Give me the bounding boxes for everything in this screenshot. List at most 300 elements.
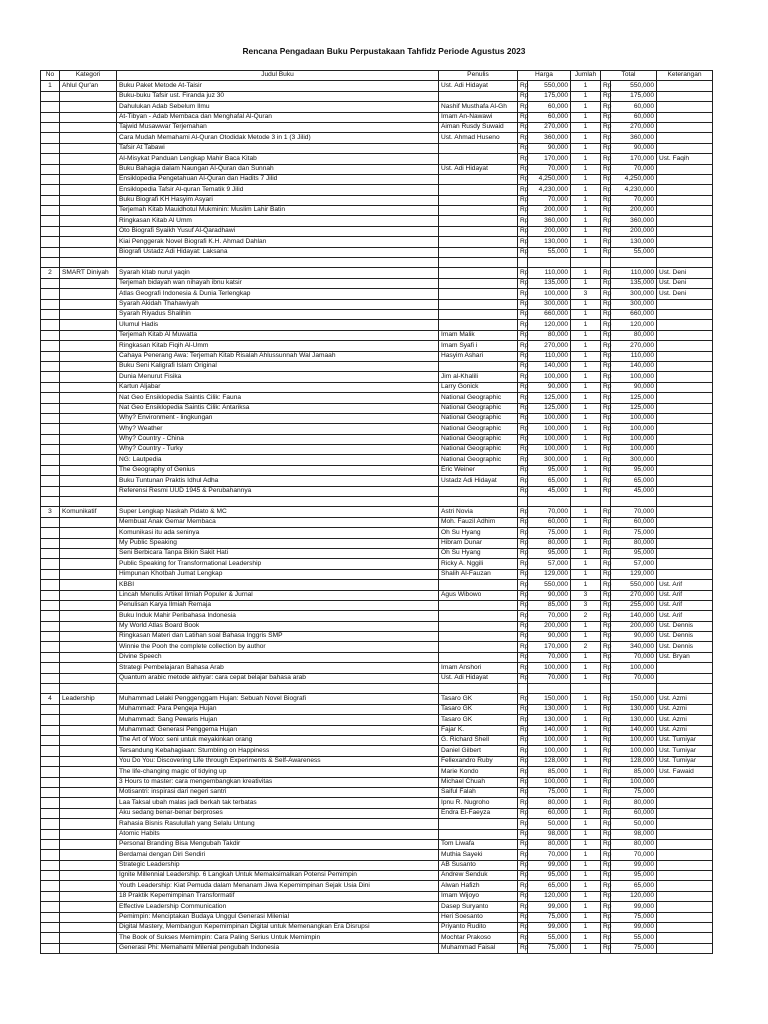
table-row: [41, 694, 713, 704]
cell-harga-currency: Rp: [518, 382, 528, 392]
cell-no: [41, 528, 60, 538]
cell-keterangan: [657, 819, 713, 829]
cell-harga: 50,000: [528, 819, 571, 829]
cell-jumlah: 1: [571, 143, 601, 153]
cell-harga-currency: Rp: [518, 424, 528, 434]
cell-kategori: [60, 725, 117, 735]
cell-harga-currency: Rp: [518, 403, 528, 413]
cell-harga-currency: Rp: [518, 216, 528, 226]
cell-no: [41, 393, 60, 403]
cell-judul: Buku Bahagia dalam Naungan Al-Quran dan Sunnah: [117, 164, 439, 174]
cell-jumlah: 1: [571, 133, 601, 143]
cell-penulis: Marie Kondo: [439, 767, 518, 777]
spacer-row: [41, 258, 713, 268]
cell-penulis: [439, 289, 518, 299]
cell-harga-currency: Rp: [518, 455, 528, 465]
cell-penulis: G. Richard Shell: [439, 736, 518, 746]
cell-penulis: [439, 580, 518, 590]
table-row: [41, 767, 713, 777]
cell-keterangan: [657, 559, 713, 569]
cell-jumlah: 1: [571, 787, 601, 797]
empty-cell: [601, 258, 611, 268]
table-row: [41, 538, 713, 548]
cell-jumlah: 1: [571, 632, 601, 642]
table-row: [41, 787, 713, 797]
cell-keterangan: [657, 361, 713, 371]
cell-kategori: [60, 91, 117, 101]
cell-keterangan: [657, 808, 713, 818]
cell-jumlah: 1: [571, 237, 601, 247]
cell-total: 70,000: [611, 850, 657, 860]
cell-keterangan: [657, 486, 713, 496]
cell-kategori: [60, 663, 117, 673]
table-row: [41, 902, 713, 912]
table-row: [41, 912, 713, 922]
cell-keterangan: Ust. Fawaid: [657, 767, 713, 777]
cell-total: 130,000: [611, 704, 657, 714]
empty-cell: [611, 684, 657, 694]
table-body: [41, 81, 713, 954]
cell-no: [41, 652, 60, 662]
cell-no: [41, 621, 60, 631]
cell-penulis: [439, 195, 518, 205]
cell-kategori: [60, 715, 117, 725]
cell-penulis: [439, 486, 518, 496]
table-row: [41, 413, 713, 423]
cell-no: [41, 413, 60, 423]
cell-harga: 65,000: [528, 476, 571, 486]
cell-kategori: [60, 237, 117, 247]
table-row: [41, 725, 713, 735]
cell-kategori: [60, 871, 117, 881]
cell-kategori: [60, 808, 117, 818]
cell-kategori: [60, 673, 117, 683]
cell-kategori: [60, 850, 117, 860]
cell-jumlah: 1: [571, 309, 601, 319]
cell-total-currency: Rp: [601, 777, 611, 787]
cell-harga: 99,000: [528, 860, 571, 870]
cell-keterangan: Ust. Arif: [657, 580, 713, 590]
cell-keterangan: [657, 943, 713, 953]
cell-kategori: [60, 528, 117, 538]
cell-harga: 60,000: [528, 808, 571, 818]
header-kategori: Kategori: [60, 71, 117, 81]
cell-total-currency: Rp: [601, 736, 611, 746]
cell-judul: Divine Speech: [117, 652, 439, 662]
cell-no: 2: [41, 268, 60, 278]
cell-jumlah: 1: [571, 912, 601, 922]
cell-kategori: [60, 289, 117, 299]
cell-kategori: [60, 580, 117, 590]
cell-harga: 90,000: [528, 590, 571, 600]
table-row: [41, 465, 713, 475]
table-row: [41, 881, 713, 891]
cell-no: [41, 154, 60, 164]
cell-total-currency: Rp: [601, 143, 611, 153]
cell-kategori: [60, 351, 117, 361]
cell-no: [41, 112, 60, 122]
cell-harga: 100,000: [528, 424, 571, 434]
cell-kategori: [60, 102, 117, 112]
cell-keterangan: [657, 403, 713, 413]
cell-penulis: Tasaro GK: [439, 715, 518, 725]
cell-kategori: [60, 309, 117, 319]
cell-harga: 70,000: [528, 507, 571, 517]
cell-harga: 100,000: [528, 746, 571, 756]
cell-jumlah: 1: [571, 486, 601, 496]
cell-penulis: [439, 268, 518, 278]
table-row: [41, 143, 713, 153]
cell-total: 100,000: [611, 372, 657, 382]
cell-total: 55,000: [611, 247, 657, 257]
cell-kategori: SMART Diniyah: [60, 268, 117, 278]
cell-total: 550,000: [611, 580, 657, 590]
cell-no: [41, 548, 60, 558]
cell-no: [41, 902, 60, 912]
cell-total: 80,000: [611, 330, 657, 340]
cell-penulis: Nashif Musthafa Al-Gh: [439, 102, 518, 112]
cell-kategori: [60, 548, 117, 558]
cell-kategori: [60, 902, 117, 912]
cell-total-currency: Rp: [601, 632, 611, 642]
cell-kategori: [60, 538, 117, 548]
cell-harga: 80,000: [528, 538, 571, 548]
cell-total: 80,000: [611, 538, 657, 548]
cell-keterangan: [657, 424, 713, 434]
cell-kategori: [60, 860, 117, 870]
cell-jumlah: 1: [571, 839, 601, 849]
cell-penulis: Imam Malik: [439, 330, 518, 340]
table-row: [41, 91, 713, 101]
cell-harga-currency: Rp: [518, 528, 528, 538]
cell-harga-currency: Rp: [518, 548, 528, 558]
cell-penulis: Saiful Falah: [439, 787, 518, 797]
cell-kategori: [60, 413, 117, 423]
cell-keterangan: [657, 351, 713, 361]
cell-harga: 90,000: [528, 143, 571, 153]
cell-judul: Tafsir At Tabawi: [117, 143, 439, 153]
cell-kategori: [60, 372, 117, 382]
cell-harga: 57,000: [528, 559, 571, 569]
table-row: [41, 808, 713, 818]
cell-no: [41, 611, 60, 621]
cell-harga: 270,000: [528, 122, 571, 132]
cell-total-currency: Rp: [601, 486, 611, 496]
cell-keterangan: [657, 102, 713, 112]
cell-jumlah: 1: [571, 943, 601, 953]
cell-penulis: [439, 278, 518, 288]
table-row: [41, 673, 713, 683]
cell-harga-currency: Rp: [518, 164, 528, 174]
cell-harga-currency: Rp: [518, 299, 528, 309]
cell-harga-currency: Rp: [518, 122, 528, 132]
cell-total-currency: Rp: [601, 341, 611, 351]
cell-total: 270,000: [611, 122, 657, 132]
cell-jumlah: 1: [571, 465, 601, 475]
cell-keterangan: [657, 330, 713, 340]
cell-keterangan: Ust. Azmi: [657, 694, 713, 704]
cell-jumlah: 1: [571, 195, 601, 205]
table-row: [41, 590, 713, 600]
cell-total-currency: Rp: [601, 330, 611, 340]
cell-no: [41, 403, 60, 413]
cell-harga: 80,000: [528, 798, 571, 808]
cell-harga-currency: Rp: [518, 195, 528, 205]
empty-cell: [601, 684, 611, 694]
cell-jumlah: 1: [571, 756, 601, 766]
cell-harga-currency: Rp: [518, 725, 528, 735]
cell-jumlah: 1: [571, 694, 601, 704]
cell-no: [41, 216, 60, 226]
cell-judul: Buku-buku Tafsir ust. Firanda juz 30: [117, 91, 439, 101]
cell-total-currency: Rp: [601, 133, 611, 143]
cell-no: [41, 943, 60, 953]
cell-total: 4,230,000: [611, 185, 657, 195]
cell-harga-currency: Rp: [518, 777, 528, 787]
cell-penulis: Tom Liwafa: [439, 839, 518, 849]
table-row: [41, 455, 713, 465]
cell-harga: 4,230,000: [528, 185, 571, 195]
cell-total: 65,000: [611, 476, 657, 486]
cell-harga-currency: Rp: [518, 704, 528, 714]
cell-kategori: [60, 881, 117, 891]
cell-harga-currency: Rp: [518, 486, 528, 496]
cell-jumlah: 3: [571, 289, 601, 299]
cell-no: [41, 829, 60, 839]
cell-no: [41, 299, 60, 309]
cell-keterangan: [657, 787, 713, 797]
cell-total-currency: Rp: [601, 902, 611, 912]
procurement-table: [40, 70, 713, 954]
cell-no: [41, 839, 60, 849]
cell-penulis: Astri Novia: [439, 507, 518, 517]
cell-judul: Syarah Riyadus Shalihin: [117, 309, 439, 319]
cell-judul: Aku sedang benar-benar berproses: [117, 808, 439, 818]
cell-penulis: Alwan Hafizh: [439, 881, 518, 891]
cell-harga: 60,000: [528, 102, 571, 112]
cell-total: 99,000: [611, 923, 657, 933]
cell-kategori: [60, 486, 117, 496]
table-row: [41, 528, 713, 538]
cell-judul: Lincah Menulis Artikel Ilmiah Populer & Jurnal: [117, 590, 439, 600]
cell-kategori: [60, 736, 117, 746]
cell-keterangan: Ust. Deni: [657, 268, 713, 278]
cell-total-currency: Rp: [601, 943, 611, 953]
cell-kategori: [60, 206, 117, 216]
table-row: [41, 403, 713, 413]
cell-judul: Kartun Aljabar: [117, 382, 439, 392]
cell-jumlah: 2: [571, 611, 601, 621]
cell-kategori: [60, 777, 117, 787]
empty-cell: [439, 258, 518, 268]
cell-harga-currency: Rp: [518, 361, 528, 371]
table-row: [41, 507, 713, 517]
cell-harga-currency: Rp: [518, 330, 528, 340]
cell-no: [41, 559, 60, 569]
cell-keterangan: [657, 143, 713, 153]
cell-total: 120,000: [611, 320, 657, 330]
empty-cell: [571, 684, 601, 694]
cell-no: [41, 891, 60, 901]
cell-penulis: [439, 632, 518, 642]
cell-total: 340,000: [611, 642, 657, 652]
cell-total: 70,000: [611, 164, 657, 174]
table-row: [41, 309, 713, 319]
cell-penulis: Michael Chuah: [439, 777, 518, 787]
cell-judul: Penulisan Karya Ilmiah Remaja: [117, 600, 439, 610]
cell-total: 70,000: [611, 652, 657, 662]
cell-total-currency: Rp: [601, 642, 611, 652]
cell-kategori: [60, 756, 117, 766]
spacer-row: [41, 497, 713, 507]
cell-jumlah: 1: [571, 829, 601, 839]
cell-keterangan: [657, 663, 713, 673]
cell-jumlah: 1: [571, 445, 601, 455]
table-row: [41, 268, 713, 278]
cell-keterangan: [657, 538, 713, 548]
cell-judul: Pemimpin: Menciptakan Budaya Unggul Generasi Milenial: [117, 912, 439, 922]
cell-no: [41, 580, 60, 590]
empty-cell: [60, 497, 117, 507]
table-row: [41, 216, 713, 226]
cell-jumlah: 3: [571, 590, 601, 600]
cell-keterangan: [657, 933, 713, 943]
cell-kategori: [60, 933, 117, 943]
cell-penulis: [439, 600, 518, 610]
cell-total-currency: Rp: [601, 361, 611, 371]
cell-total-currency: Rp: [601, 206, 611, 216]
table-row: [41, 434, 713, 444]
cell-harga: 70,000: [528, 195, 571, 205]
cell-harga: 300,000: [528, 299, 571, 309]
table-row: [41, 559, 713, 569]
table-row: [41, 611, 713, 621]
cell-penulis: Mochtar Prakoso: [439, 933, 518, 943]
cell-judul: NG: Lautpedia: [117, 455, 439, 465]
table-row: [41, 382, 713, 392]
spacer-row: [41, 684, 713, 694]
cell-no: [41, 174, 60, 184]
cell-keterangan: [657, 673, 713, 683]
cell-harga-currency: Rp: [518, 590, 528, 600]
cell-no: [41, 850, 60, 860]
empty-cell: [518, 258, 528, 268]
table-row: [41, 871, 713, 881]
table-row: [41, 112, 713, 122]
cell-judul: 3 Hours to master: cara mengembangkan kreativitas: [117, 777, 439, 787]
cell-total-currency: Rp: [601, 548, 611, 558]
cell-judul: Al-Misykat Panduan Lengkap Mahir Baca Kitab: [117, 154, 439, 164]
cell-no: [41, 133, 60, 143]
empty-cell: [571, 258, 601, 268]
cell-harga-currency: Rp: [518, 736, 528, 746]
header-row: [41, 71, 713, 81]
cell-harga-currency: Rp: [518, 247, 528, 257]
cell-total: 90,000: [611, 632, 657, 642]
cell-harga: 200,000: [528, 621, 571, 631]
cell-penulis: [439, 829, 518, 839]
cell-kategori: [60, 746, 117, 756]
cell-total-currency: Rp: [601, 434, 611, 444]
table-row: [41, 195, 713, 205]
cell-no: [41, 486, 60, 496]
header-harga: Harga: [518, 71, 571, 81]
cell-kategori: [60, 798, 117, 808]
cell-total-currency: Rp: [601, 611, 611, 621]
cell-kategori: [60, 143, 117, 153]
cell-total: 75,000: [611, 787, 657, 797]
cell-no: 4: [41, 694, 60, 704]
cell-harga-currency: Rp: [518, 891, 528, 901]
cell-harga-currency: Rp: [518, 787, 528, 797]
empty-cell: [611, 258, 657, 268]
cell-judul: Buku Induk Mahir Peribahasa Indonesia: [117, 611, 439, 621]
table-row: [41, 652, 713, 662]
cell-harga-currency: Rp: [518, 81, 528, 91]
cell-judul: Strategi Pembelajaran Bahasa Arab: [117, 663, 439, 673]
cell-harga: 170,000: [528, 642, 571, 652]
cell-judul: Winnie the Pooh the complete collection by author: [117, 642, 439, 652]
cell-judul: The Book of Sukses Memimpin: Cara Paling Serius Untuk Memimpin: [117, 933, 439, 943]
table-row: [41, 341, 713, 351]
cell-total: 45,000: [611, 486, 657, 496]
table-row: [41, 102, 713, 112]
cell-judul: Dunia Menurut Fisika: [117, 372, 439, 382]
cell-jumlah: 1: [571, 393, 601, 403]
cell-judul: Himpunan Khotbah Jumat Lengkap: [117, 569, 439, 579]
cell-penulis: Imam Anshori: [439, 663, 518, 673]
table-row: [41, 289, 713, 299]
cell-total: 57,000: [611, 559, 657, 569]
cell-keterangan: [657, 185, 713, 195]
cell-no: 3: [41, 507, 60, 517]
header-jumlah: Jumlah: [571, 71, 601, 81]
cell-no: [41, 143, 60, 153]
cell-harga-currency: Rp: [518, 154, 528, 164]
cell-keterangan: [657, 860, 713, 870]
cell-total: 125,000: [611, 403, 657, 413]
cell-total-currency: Rp: [601, 559, 611, 569]
cell-judul: Why? Country - Turky: [117, 445, 439, 455]
table-row: [41, 777, 713, 787]
empty-cell: [571, 497, 601, 507]
cell-total: 200,000: [611, 206, 657, 216]
cell-keterangan: [657, 81, 713, 91]
cell-kategori: [60, 465, 117, 475]
table-row: [41, 278, 713, 288]
cell-total: 110,000: [611, 351, 657, 361]
cell-judul: Referensi Resmi UUD 1945 & Perubahannya: [117, 486, 439, 496]
cell-penulis: [439, 174, 518, 184]
cell-jumlah: 1: [571, 206, 601, 216]
cell-harga-currency: Rp: [518, 143, 528, 153]
cell-kategori: [60, 434, 117, 444]
table-row: [41, 923, 713, 933]
table-row: [41, 736, 713, 746]
cell-total-currency: Rp: [601, 226, 611, 236]
cell-judul: At-Tibyan - Adab Membaca dan Menghafal Al-Quran: [117, 112, 439, 122]
cell-kategori: [60, 632, 117, 642]
cell-harga: 150,000: [528, 694, 571, 704]
table-row: [41, 798, 713, 808]
cell-jumlah: 1: [571, 881, 601, 891]
table-row: [41, 351, 713, 361]
cell-keterangan: Ust. Deni: [657, 278, 713, 288]
cell-jumlah: 1: [571, 580, 601, 590]
cell-harga-currency: Rp: [518, 133, 528, 143]
cell-judul: Super Lengkap Naskah Pidato & MC: [117, 507, 439, 517]
cell-penulis: Hasyim Ashari: [439, 351, 518, 361]
